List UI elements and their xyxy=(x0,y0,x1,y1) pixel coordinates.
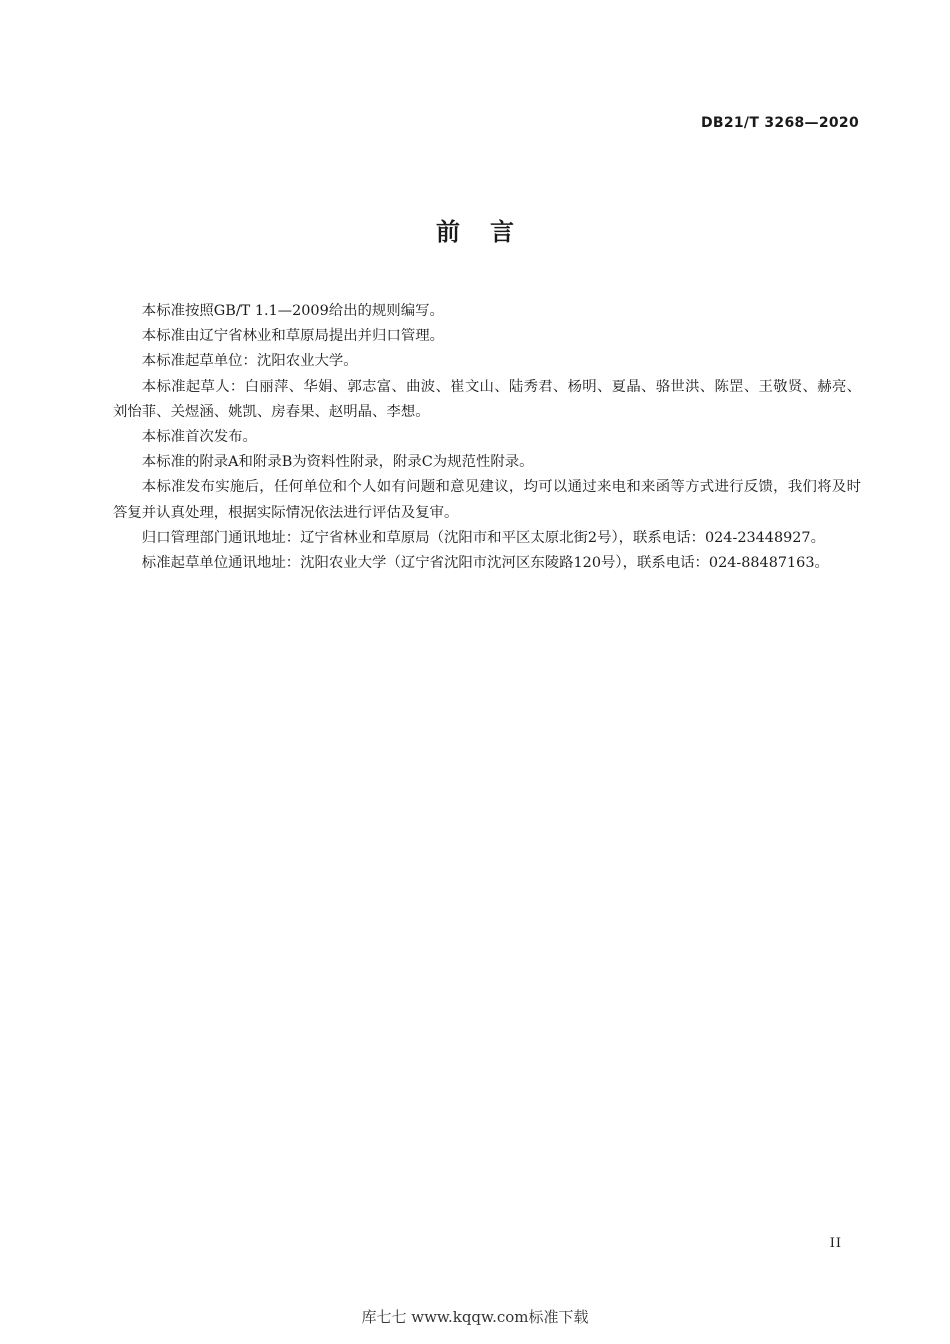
paragraph-drafting-unit: 本标准起草单位：沈阳农业大学。 xyxy=(141,353,358,370)
paragraph-admin-address: 归口管理部门通讯地址：辽宁省林业和草原局（沈阳市和平区太原北街2号），联系电话：024-23448927。 xyxy=(141,529,825,546)
page-title: 前言 xyxy=(436,218,544,246)
foreword-body xyxy=(113,299,861,576)
paragraph-first-release: 本标准首次发布。 xyxy=(141,429,257,446)
paragraph-proposer: 本标准由辽宁省林业和草原局提出并归口管理。 xyxy=(141,328,445,345)
paragraph-drafter-address: 标准起草单位通讯地址：沈阳农业大学（辽宁省沈阳市沈河区东陵路120号），联系电话：024-88487163。 xyxy=(141,555,829,572)
paragraph-appendices: 本标准的附录A和附录B为资料性附录，附录C为规范性附录。 xyxy=(141,454,534,471)
page-number: II xyxy=(829,1236,842,1251)
document-code: DB21/T 3268—2020 xyxy=(700,115,859,131)
paragraph-drafting-rules: 本标准按照GB/T 1.1—2009给出的规则编写。 xyxy=(141,303,444,319)
paragraph-drafters: 本标准起草人：白丽萍、华娟、郭志富、曲波、崔文山、陆秀君、杨明、夏晶、骆世洪、陈罡、王敬贤、赫亮、刘怡菲、关煜涵、姚凯、房春果、赵明晶、李想。 xyxy=(113,378,861,420)
footer-watermark: 库七七 www.kqqw.com标准下载 xyxy=(361,1308,589,1326)
paragraph-feedback: 本标准发布实施后，任何单位和个人如有问题和意见建议，均可以通过来电和来函等方式进行反馈，我们将及时答复并认真处理，根据实际情况依法进行评估及复审。 xyxy=(113,479,861,521)
